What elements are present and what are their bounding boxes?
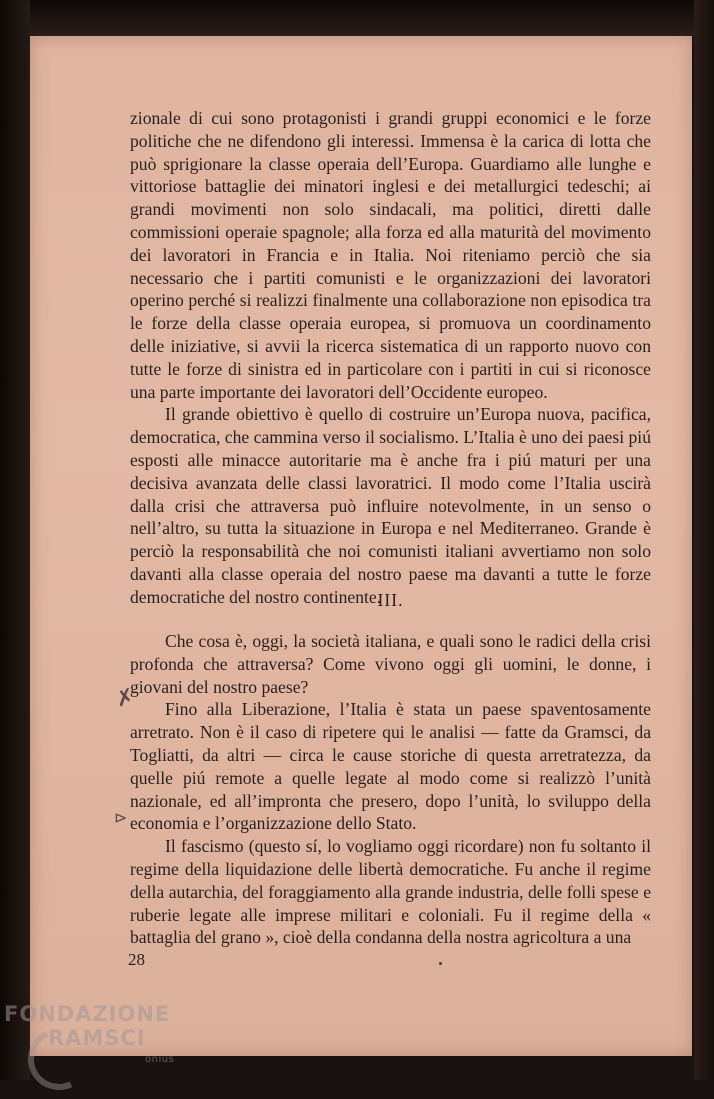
watermark-line2: RAMSCI: [48, 1026, 146, 1050]
watermark-line1: FONDAZIONE: [4, 1002, 171, 1026]
pencil-arrow-mark-icon: ⊳: [114, 808, 128, 827]
section-heading: III.: [377, 590, 404, 610]
paragraph: Il grande obiettivo è quello di costruire un’Europa nuova, pacifica, democratica, che cammina verso il socialismo. L’Italia è uno dei paesi piú esposti alle minacce autoritarie ma è anche fra i piú maturi per una decisiva avanzata delle classi lavoratrici. Il modo come l’Italia uscirà dalla crisi che attraversa può influire notevolmente, in un senso o nell’altro, su tutta la situazione in Europa e nel Mediterraneo. Grande è perciò la responsabilità che noi comunisti italiani avvertiamo non solo davanti alla classe operaia del nostro paese ma davanti a tutte le forze democratiche del nostro continente.: [130, 404, 651, 607]
scan-border-left: [0, 0, 30, 1080]
body-text-top: [130, 107, 651, 609]
scan-border-top: [0, 0, 714, 36]
scan-border-right: [694, 0, 714, 1080]
page-number: 28: [128, 950, 145, 969]
body-text-bottom: [130, 630, 651, 949]
paragraph: Che cosa è, oggi, la società italiana, e quali sono le radici della crisi profonda che attraversa? Come vivono oggi gli uomini, le donne, i giovani del nostro paese?: [130, 631, 651, 697]
ink-speck: [439, 962, 442, 965]
book-page: [30, 36, 692, 1056]
fondazione-gramsci-watermark: [0, 1000, 200, 1080]
paragraph: Il fascismo (questo sí, lo vogliamo oggi ricordare) non fu soltanto il regime della liquidazione delle libertà democratiche. Fu anche il regime della autarchia, del foraggiamento alla grande industria, delle folli spese e ruberie legate alle imprese militari e coloniali. Fu il regime della « battaglia del grano », cioè della condanna della nostra agricoltura a una: [130, 836, 651, 948]
pencil-cross-mark-icon: ✗: [113, 684, 138, 713]
paragraph: Fino alla Liberazione, l’Italia è stata un paese spaventosamente arretrato. Non è il caso di ripetere qui le analisi — fatte da Gramsci, da Togliatti, da altri — circa le cause storiche di questa arretratezza, da quelle piú remote a quelle legate al modo come si realizzò l’unità nazionale, ed all’impronta che presero, dopo l’unità, lo sviluppo della economia e l’organizzazione dello Stato.: [130, 699, 651, 834]
paragraph: zionale di cui sono protagonisti i grandi gruppi economici e le forze politiche che ne difendono gli interessi. Immensa è la carica di lotta che può sprigionare la classe operaia dell’Europa. Guardiamo alle lunghe e vittoriose battaglie dei minatori inglesi e dei metallurgici tedeschi; ai grandi movimenti non solo sindacali, ma politici, diretti dalle commissioni operaie spagnole; alla forza ed alla maturità del movimento dei lavoratori in Francia e in Italia. Noi riteniamo perciò che sia necessario che i partiti comunisti e le organizzazioni dei lavoratori operino perché si realizzi finalmente una collaborazione non episodica tra le forze della classe operaia europea, si promuova un coordinamento delle iniziative, si avvii la ricerca sistematica di un rapporto nuovo con tutte le forze di sinistra ed in particolare con i partiti in cui si riconosce una parte importante dei lavoratori dell’Occidente europeo.: [130, 108, 651, 402]
watermark-line3: onlus: [145, 1054, 175, 1065]
